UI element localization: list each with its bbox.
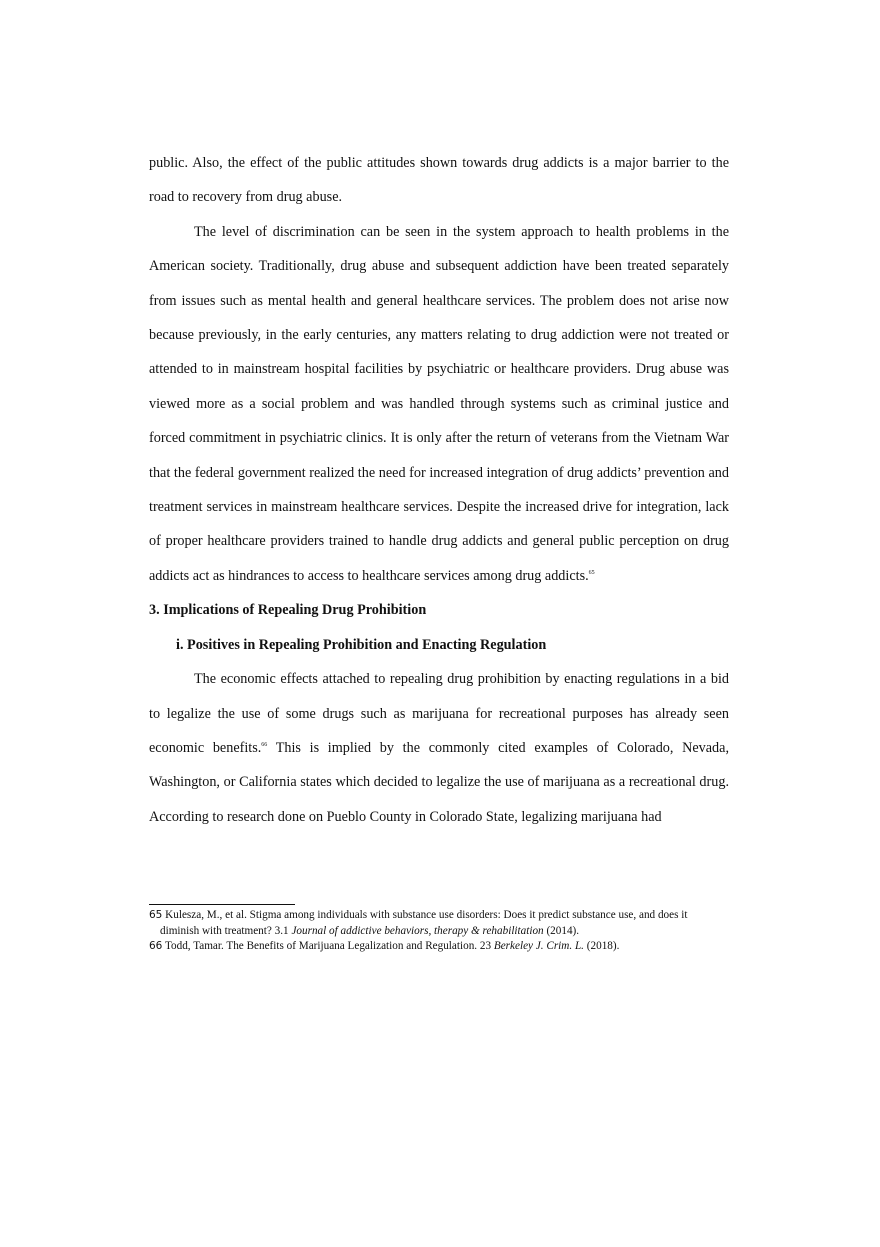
paragraph-text: The economic effects attached to repealing drug prohibition by enacting regulations in a bid to legalize the use of some drugs such as marijuana for recreational purposes has already seen economic benefits. xyxy=(149,671,729,756)
footnote-text: Kulesza, M., et al. Stigma among individuals with substance use disorders: Does it predict substance use, and does it diminish with treatment? 3.1 xyxy=(160,909,688,937)
footnote-text: Todd, Tamar. The Benefits of Marijuana Legalization and Regulation. 23 xyxy=(162,940,494,952)
body-text xyxy=(149,146,729,834)
footnote-66 xyxy=(149,939,729,955)
footnote-number: 65 xyxy=(149,909,163,921)
footnotes xyxy=(149,904,729,955)
paragraph-economic-effects xyxy=(149,662,729,834)
footnote-ref-65[interactable]: 65 xyxy=(588,569,595,576)
paragraph-text: This is implied by the commonly cited examples of Colorado, Nevada, Washington, or California states which decided to legalize the use of marijuana as a recreational drug. According to research done on Pueblo County in Colorado State, legalizing marijuana had xyxy=(149,739,729,825)
footnote-journal: Journal of addictive behaviors, therapy & rehabilitation xyxy=(291,924,544,937)
footnote-text: (2014). xyxy=(543,924,580,937)
paragraph-continuation: public. Also, the effect of the public attitudes shown towards drug addicts is a major barrier to the road to recovery from drug abuse. xyxy=(149,155,729,206)
footnote-divider xyxy=(149,904,295,905)
paragraph-discrimination xyxy=(149,215,729,593)
footnote-text: (2018). xyxy=(583,940,620,952)
footnote-ref-66[interactable]: 66 xyxy=(261,741,268,748)
paragraph-text: The level of discrimination can be seen in the system approach to health problems in the American society. Traditionally, drug abuse and subsequent addiction have been treated separately from issues such as mental health and general healthcare services. The problem does not arise now because previously, in the early centuries, any matters relating to drug addiction were not treated or attended to in mainstream hospital facilities by psychiatric or healthcare providers. Drug abuse was viewed more as a social problem and was handled through systems such as criminal justice and forced commitment in psychiatric clinics. It is only after the return of veterans from the Vietnam War that the federal government realized the need for increased integration of drug addicts’ prevention and treatment services in mainstream healthcare services. Despite the increased drive for integration, lack of proper healthcare providers trained to handle drug addicts and general public perception on drug addicts act as hindrances to access to healthcare services among drug addicts. xyxy=(149,223,729,584)
footnote-journal: Berkeley J. Crim. L. xyxy=(493,940,584,952)
section-heading: 3. Implications of Repealing Drug Prohibition xyxy=(149,602,427,619)
footnote-65 xyxy=(149,908,729,939)
footnote-number: 66 xyxy=(149,940,163,952)
subsection-heading: i. Positives in Repealing Prohibition and Enacting Regulation xyxy=(176,636,547,653)
